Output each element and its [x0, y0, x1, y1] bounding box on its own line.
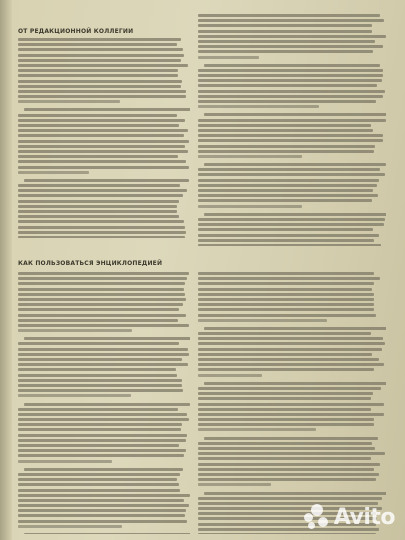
text-line: [204, 213, 386, 216]
text-line: [198, 497, 382, 500]
text-line: [18, 348, 188, 351]
text-line: [198, 189, 373, 192]
text-line: [198, 282, 374, 285]
text-line: [198, 199, 372, 202]
text-line: [18, 145, 185, 148]
text-line: [18, 226, 185, 229]
text-line: [198, 387, 381, 390]
text-line: [198, 179, 379, 182]
text-line: [198, 473, 379, 476]
text-line: [198, 288, 372, 291]
text-line: [198, 308, 374, 311]
text-line: [18, 272, 189, 275]
text-line: [198, 358, 379, 361]
text-line: [18, 384, 182, 387]
text-line: [18, 389, 183, 392]
text-line: [198, 478, 376, 481]
text-line: [18, 504, 189, 507]
text-line: [198, 30, 372, 33]
text-line: [18, 439, 186, 442]
text-line: [198, 218, 385, 221]
text-line: [18, 293, 185, 296]
section-heading-usage: КАК ПОЛЬЗОВАТЬСЯ ЭНЦИКЛОПЕДИЕЙ: [18, 260, 163, 267]
text-line: [198, 134, 383, 137]
text-line: [18, 43, 177, 46]
text-line: [198, 244, 381, 246]
text-line: [198, 90, 385, 93]
text-line: [18, 394, 131, 397]
text-line: [18, 277, 187, 280]
text-line: [198, 298, 374, 301]
text-line: [18, 236, 185, 238]
text-line: [198, 374, 262, 377]
text-line: [18, 155, 178, 158]
text-line: [18, 205, 177, 208]
text-line: [198, 463, 380, 466]
text-line: [198, 79, 382, 82]
text-line: [198, 468, 374, 471]
text-line: [18, 525, 122, 528]
text-line: [198, 19, 384, 22]
text-line: [18, 514, 185, 517]
text-line: [198, 129, 373, 132]
text-line: [18, 119, 185, 122]
text-line: [18, 85, 181, 88]
text-line: [18, 74, 178, 77]
text-line: [24, 468, 183, 471]
text-line: [18, 80, 182, 83]
text-line: [18, 59, 181, 62]
text-line: [18, 374, 177, 377]
text-line: [198, 348, 382, 351]
text-line: [198, 533, 376, 534]
text-line: [198, 74, 383, 77]
text-line: [18, 220, 184, 223]
text-line: [18, 171, 89, 174]
text-line: [18, 520, 187, 523]
text-line: [198, 403, 384, 406]
text-line: [24, 533, 190, 534]
page-shadow: [0, 0, 12, 540]
text-line: [198, 100, 376, 103]
text-line: [18, 379, 182, 382]
text-line: [18, 353, 189, 356]
text-line: [198, 353, 372, 356]
text-line: [198, 194, 378, 197]
text-line: [204, 437, 378, 440]
text-line: [198, 413, 384, 416]
text-line: [198, 145, 375, 148]
text-line: [198, 368, 374, 371]
text-line: [18, 200, 179, 203]
text-line: [198, 319, 327, 322]
text-line: [18, 489, 180, 492]
text-line: [18, 329, 132, 332]
text-line: [198, 457, 371, 460]
text-line: [198, 303, 374, 306]
text-line: [18, 303, 183, 306]
text-line: [198, 139, 383, 142]
text-line: [18, 95, 186, 98]
text-line: [198, 397, 371, 400]
text-line: [198, 223, 384, 226]
text-line: [198, 173, 385, 176]
text-line: [18, 150, 188, 153]
text-line: [18, 342, 179, 345]
text-line: [18, 231, 186, 234]
text-line: [198, 314, 376, 317]
text-line: [198, 124, 371, 127]
text-line: [18, 483, 179, 486]
text-line: [18, 499, 184, 502]
text-line: [18, 160, 186, 163]
text-line: [198, 392, 373, 395]
text-line: [18, 64, 188, 67]
text-line: [18, 140, 189, 143]
section-heading-editorial: ОТ РЕДАКЦИОННОЙ КОЛЛЕГИИ: [18, 28, 134, 35]
text-line: [198, 24, 372, 27]
text-line: [198, 14, 380, 17]
editorial-text-column-right: [198, 14, 386, 246]
avito-logo-icon: [304, 504, 330, 530]
text-line: [198, 56, 259, 59]
text-line: [198, 452, 385, 455]
text-line: [204, 492, 386, 495]
text-line: [198, 418, 374, 421]
text-line: [18, 215, 179, 218]
text-line: [198, 337, 383, 340]
text-line: [18, 184, 180, 187]
text-line: [18, 210, 177, 213]
text-line: [198, 150, 374, 153]
text-line: [198, 184, 377, 187]
text-line: [18, 434, 187, 437]
text-line: [198, 84, 377, 87]
text-line: [18, 90, 186, 93]
text-line: [18, 449, 186, 452]
text-line: [198, 363, 384, 366]
text-line: [198, 228, 373, 231]
text-line: [18, 308, 179, 311]
text-line: [18, 423, 182, 426]
text-line: [18, 282, 185, 285]
text-line: [18, 38, 181, 41]
text-line: [18, 324, 189, 327]
text-line: [198, 168, 380, 171]
text-line: [198, 40, 375, 43]
text-line: [198, 95, 383, 98]
text-line: [18, 189, 187, 192]
text-line: [204, 382, 386, 385]
text-line: [18, 494, 190, 497]
text-line: [198, 239, 374, 242]
text-line: [198, 423, 374, 426]
text-line: [198, 442, 372, 445]
text-line: [18, 48, 183, 51]
text-line: [198, 293, 374, 296]
text-line: [24, 403, 190, 406]
text-line: [198, 119, 386, 122]
text-line: [198, 447, 375, 450]
text-line: [18, 166, 189, 169]
text-line: [18, 134, 184, 137]
text-line: [18, 428, 181, 431]
avito-watermark: [304, 504, 395, 530]
text-line: [18, 368, 176, 371]
text-line: [18, 444, 179, 447]
text-line: [198, 332, 371, 335]
text-line: [18, 69, 178, 72]
usage-text-column-left: [18, 272, 190, 534]
text-line: [198, 234, 379, 237]
text-line: [18, 129, 188, 132]
text-line: [18, 298, 186, 301]
text-line: [18, 54, 184, 57]
text-line: [198, 50, 373, 53]
text-line: [198, 155, 302, 158]
text-line: [198, 428, 316, 431]
text-line: [18, 100, 120, 103]
text-line: [18, 314, 186, 317]
text-line: [198, 277, 380, 280]
avito-brand-text: Avito: [333, 504, 395, 530]
text-line: [204, 163, 386, 166]
text-line: [18, 408, 178, 411]
text-line: [18, 454, 184, 457]
text-line: [18, 124, 179, 127]
text-line: [198, 205, 302, 208]
text-line: [18, 478, 177, 481]
text-line: [198, 342, 385, 345]
text-line: [198, 408, 371, 411]
text-line: [18, 363, 188, 366]
text-line: [198, 69, 383, 72]
text-line: [204, 113, 386, 116]
text-line: [18, 319, 178, 322]
editorial-text-column-left: [18, 38, 190, 238]
text-line: [198, 45, 383, 48]
text-line: [198, 483, 271, 486]
text-line: [198, 272, 374, 275]
text-line: [204, 64, 380, 67]
text-line: [18, 509, 186, 512]
text-line: [18, 194, 183, 197]
text-line: [198, 105, 319, 108]
text-line: [18, 418, 189, 421]
text-line: [204, 327, 386, 330]
text-line: [18, 413, 187, 416]
text-line: [18, 473, 180, 476]
text-line: [18, 358, 182, 361]
text-line: [18, 288, 184, 291]
text-line: [24, 179, 189, 182]
usage-text-column-right: [198, 272, 386, 534]
text-line: [24, 108, 190, 111]
text-line: [18, 460, 112, 463]
text-line: [198, 35, 386, 38]
text-line: [18, 114, 177, 117]
text-line: [24, 337, 190, 340]
